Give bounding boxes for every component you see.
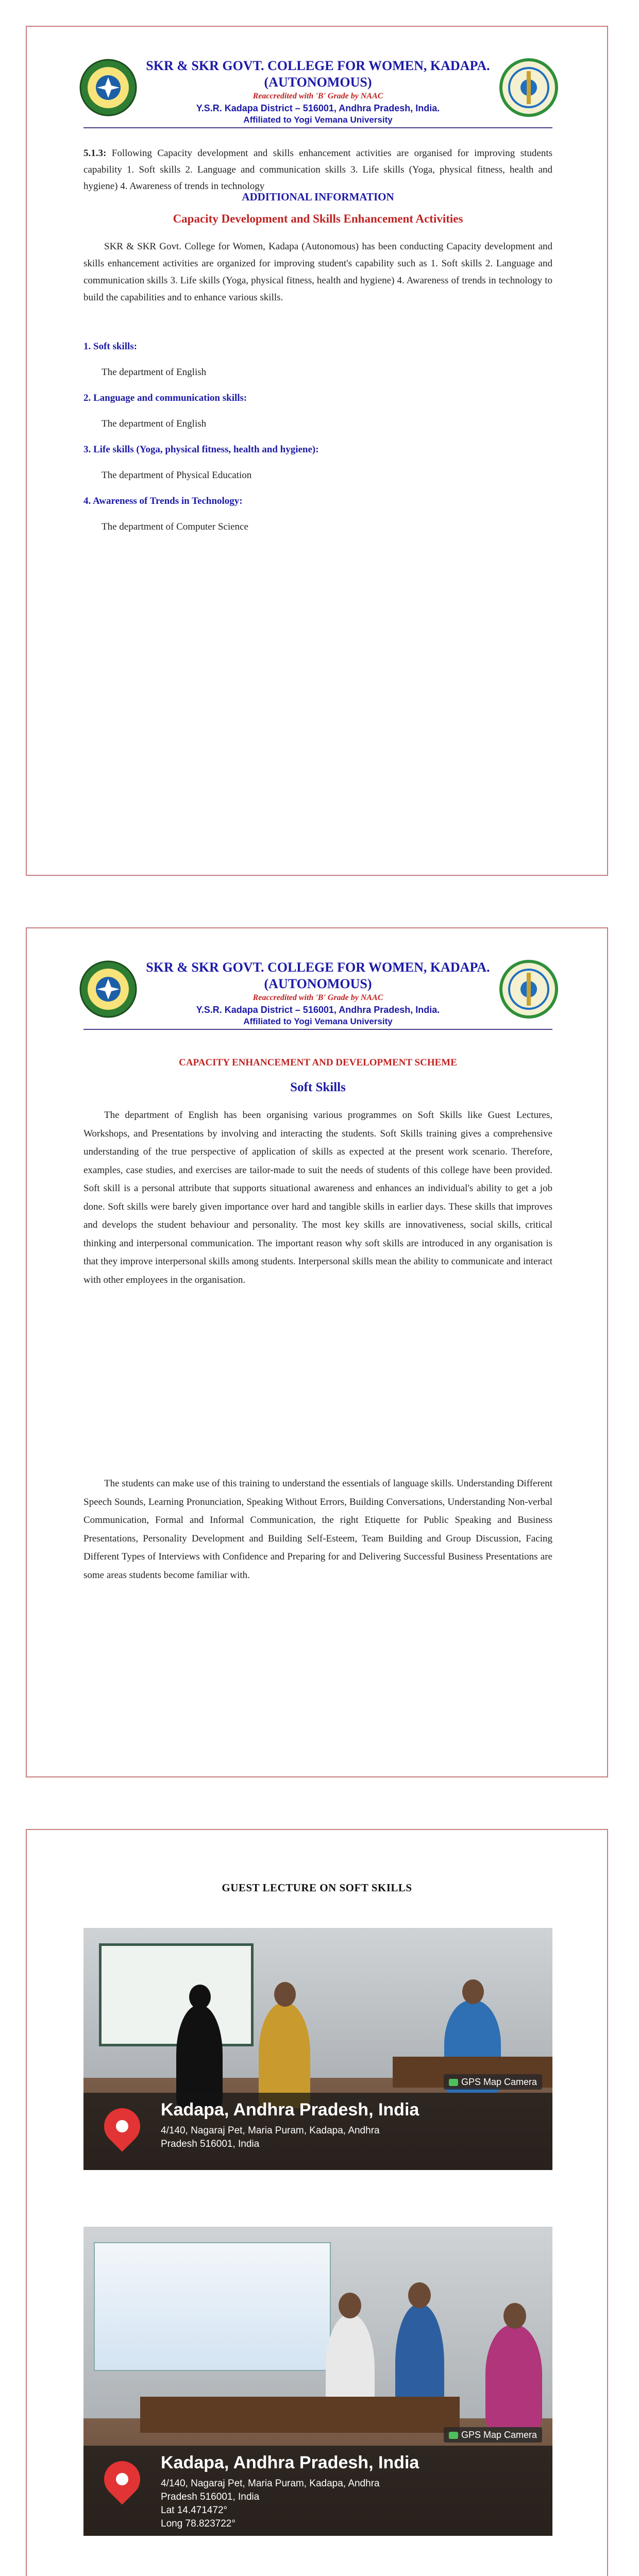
- college-header: [27, 58, 607, 130]
- soft-skills-heading: 1. Soft skills:: [83, 341, 137, 352]
- map-pin-icon: [97, 2454, 148, 2505]
- capacity-development-paragraph: SKR & SKR Govt. College for Women, Kadapa (Autonomous) has been conducting Capacity development and skills enhancement activities are organized for improving student's capability such as 1. Soft skills 2. Language and communication skills 3. Life skills (Yoga, physical fitness, health and hygiene) 4. Awareness of trends in technology to build the capabilities and to enhance various skills.: [83, 241, 552, 303]
- soft-skills-paragraph-1: The department of English has been organising various programmes on Soft Skills like Guest Lectures, Workshops, and Presentations by involving and interacting the students. Soft Skills training gives a comprehensive understanding of the true perspective of application of skills as expected at the present work scenario. Therefore, examples, case studies, and exercises are tailor-made to suit the needs of students of this college have been provided. Soft skill is a personal attribute that supports situational awareness and enhances an individual's ability to get a job done. Soft skills were barely given importance over hard and tangible skills in earlier days. These skills that improves and develops the student behaviour and personality. The most key skills are innovativeness, social skills, critical thinking and interpersonal communication. The important reason why soft skills are introduced in any organisation is that they improve interpersonal skills among students. Interpersonal skills mean the ability to communicate and interact with other employees in the organisation.: [83, 1110, 552, 1285]
- gps-longitude: Long 78.823722°: [161, 2518, 236, 2529]
- gps-overlay: [83, 2430, 552, 2536]
- document-page-2: [26, 927, 608, 1777]
- college-seal-icon: [78, 58, 138, 117]
- criterion-text: Following Capacity development and skills enhancement activities are organised for improving students capability 1. Soft skills 2. Language and communication skills 3. Life skills (Yoga, physical fitness, health and hygiene) 4. Awareness of trends in technology: [83, 148, 552, 192]
- header-divider: [83, 127, 552, 128]
- document-page-1: [26, 26, 608, 876]
- college-name: SKR & SKR GOVT. COLLEGE FOR WOMEN, KADAPA.: [146, 58, 490, 73]
- college-affiliation: Affiliated to Yogi Vemana University: [243, 115, 393, 125]
- person-head: [408, 2282, 431, 2308]
- state-emblem-icon: [499, 959, 559, 1019]
- naac-grade: Reaccredited with 'B' Grade by NAAC: [253, 993, 383, 1002]
- college-autonomous: (AUTONOMOUS): [264, 976, 372, 991]
- event-banner: [94, 2242, 331, 2371]
- table: [140, 2397, 460, 2433]
- soft-skills-department: The department of English: [102, 367, 207, 378]
- gps-overlay: [83, 2077, 552, 2170]
- guest-lecture-photo-2: [83, 2227, 552, 2536]
- gps-city: Kadapa, Andhra Pradesh, India: [161, 2453, 419, 2472]
- gps-camera-badge: GPS Map Camera: [444, 2427, 542, 2443]
- document-page-3: [26, 1829, 608, 2576]
- technology-trends-department: The department of Computer Science: [102, 521, 248, 532]
- language-skills-department: The department of English: [102, 418, 207, 429]
- person: [485, 2325, 542, 2428]
- camera-icon: [449, 2432, 458, 2439]
- gps-address-line: Pradesh 516001, India: [161, 2492, 260, 2502]
- gps-latitude: Lat 14.471472°: [161, 2505, 228, 2516]
- college-seal-icon: [78, 959, 138, 1019]
- guest-lecture-photo-1: [83, 1928, 552, 2170]
- life-skills-department: The department of Physical Education: [102, 470, 252, 481]
- camera-icon: [449, 2079, 458, 2086]
- college-affiliation: Affiliated to Yogi Vemana University: [243, 1016, 393, 1026]
- college-header-text: [140, 58, 496, 126]
- criterion-code: 5.1.3:: [83, 148, 107, 159]
- map-pin-icon: [97, 2101, 148, 2152]
- soft-skills-paragraph-2: The students can make use of this training to understand the essentials of language skills. Understanding Different Speech Sounds, Learning Pronunciation, Speaking Without Errors, Building Conversations, Understanding Non-verbal Communication, Formal and Informal Communication, the right Etiquette for Public Speaking and Business Presentations, Personality Development and Building Self-Esteem, Team Building and Group Discussion, Facing Different Types of Interviews with Confidence and Preparing for and Delivering Successful Business Presentations are some areas students become familiar with.: [83, 1478, 552, 1581]
- person-head: [462, 1979, 484, 2004]
- state-emblem-icon: [499, 58, 559, 117]
- college-district: Y.S.R. Kadapa District – 516001, Andhra Pradesh, India.: [196, 103, 440, 113]
- scheme-title: CAPACITY ENHANCEMENT AND DEVELOPMENT SCHEME: [179, 1057, 457, 1068]
- college-name: SKR & SKR GOVT. COLLEGE FOR WOMEN, KADAPA.: [146, 960, 490, 975]
- gps-address-line: 4/140, Nagaraj Pet, Maria Puram, Kadapa, Andhra: [161, 2478, 380, 2489]
- projector-screen: [99, 1943, 254, 2046]
- gps-camera-badge: GPS Map Camera: [444, 2074, 542, 2090]
- soft-skills-title: Soft Skills: [290, 1080, 346, 1094]
- gps-address-line: 4/140, Nagaraj Pet, Maria Puram, Kadapa, Andhra: [161, 2125, 380, 2136]
- college-header-text: [140, 959, 496, 1027]
- person-head: [189, 1985, 211, 2009]
- criterion-intro: [83, 145, 552, 195]
- naac-grade: Reaccredited with 'B' Grade by NAAC: [253, 92, 383, 100]
- college-autonomous: (AUTONOMOUS): [264, 75, 372, 90]
- person-head: [274, 1982, 296, 2007]
- college-header: [27, 959, 607, 1031]
- header-divider: [83, 1029, 552, 1030]
- capacity-development-heading: Capacity Development and Skills Enhancement Activities: [173, 212, 463, 225]
- person-head: [339, 2293, 361, 2318]
- gps-address-line: Pradesh 516001, India: [161, 2139, 260, 2149]
- additional-information-heading: ADDITIONAL INFORMATION: [242, 191, 394, 203]
- technology-trends-heading: 4. Awareness of Trends in Technology:: [83, 496, 243, 506]
- college-district: Y.S.R. Kadapa District – 516001, Andhra Pradesh, India.: [196, 1005, 440, 1015]
- guest-lecture-title: GUEST LECTURE ON SOFT SKILLS: [222, 1882, 412, 1894]
- life-skills-heading: 3. Life skills (Yoga, physical fitness, health and hygiene):: [83, 444, 319, 455]
- person-head: [503, 2303, 526, 2329]
- language-skills-heading: 2. Language and communication skills:: [83, 393, 247, 403]
- gps-city: Kadapa, Andhra Pradesh, India: [161, 2100, 419, 2120]
